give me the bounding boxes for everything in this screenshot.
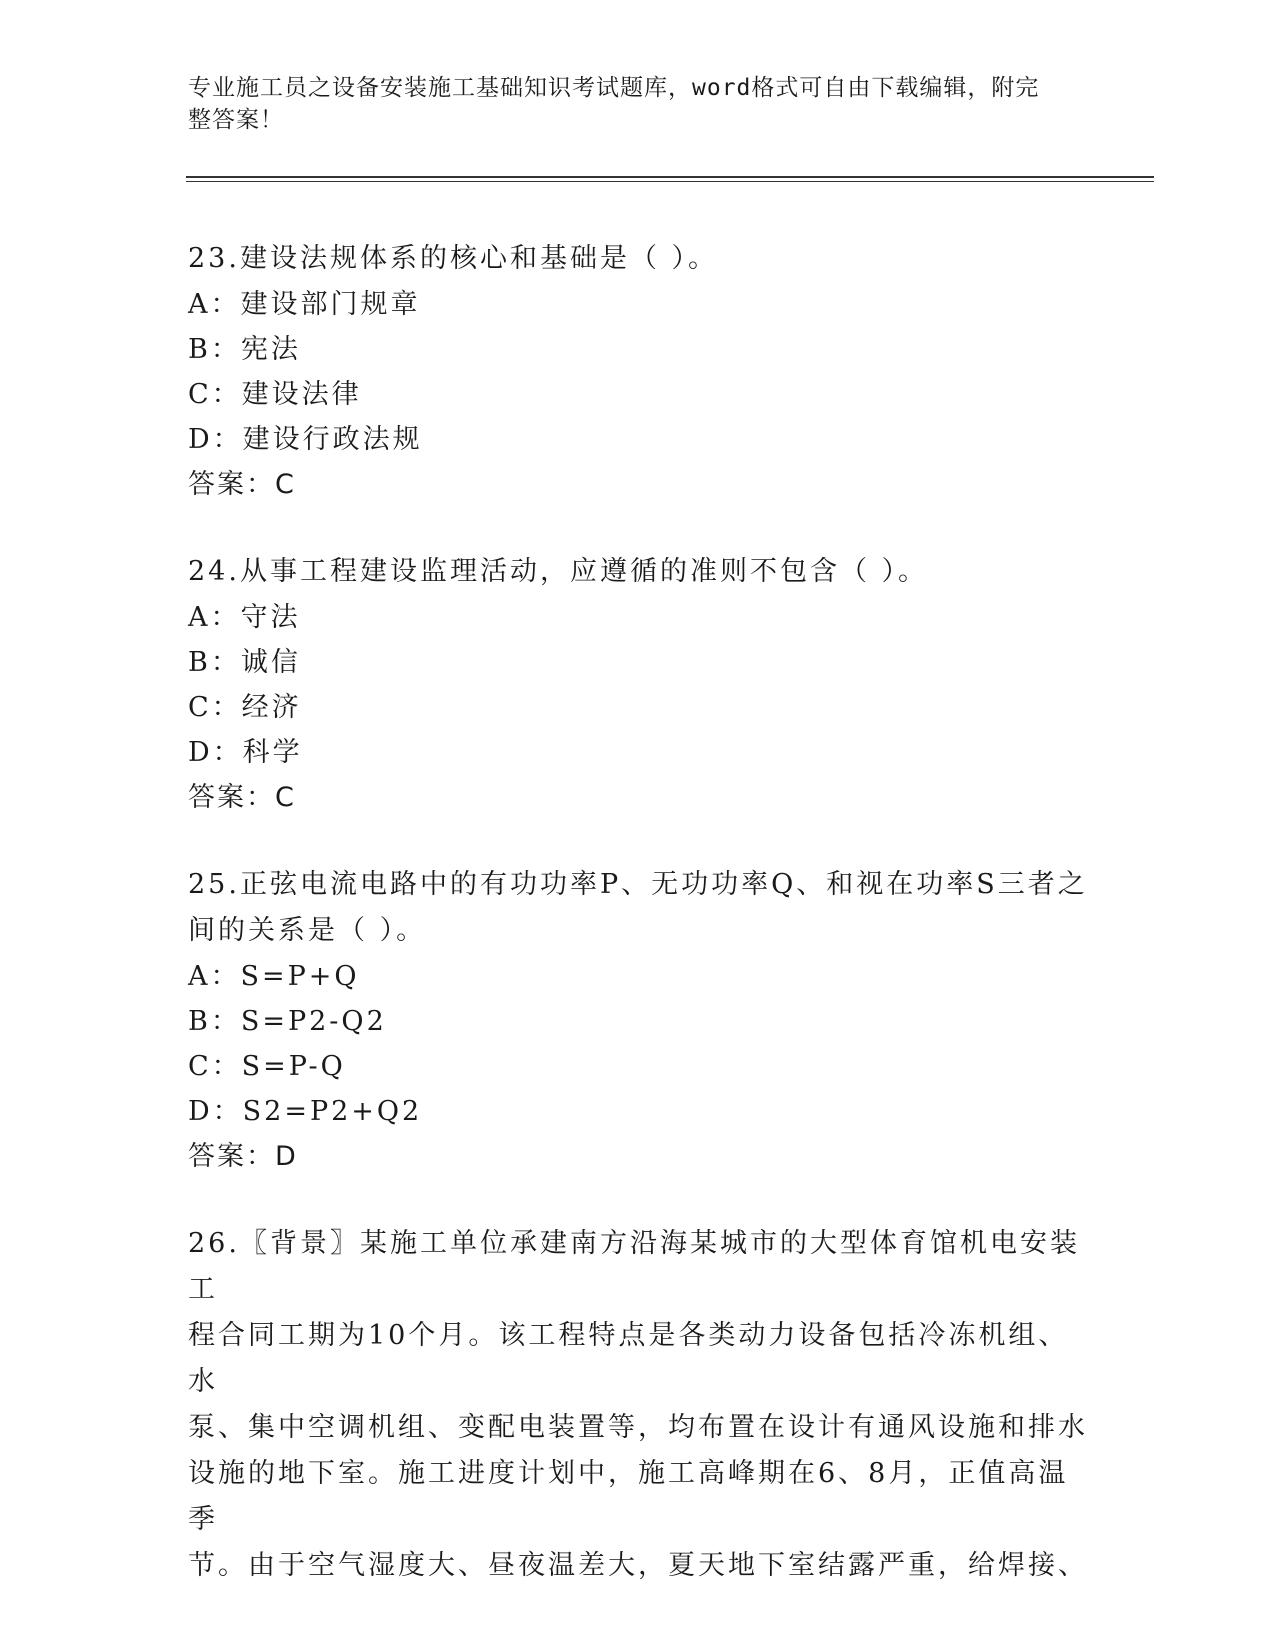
answer: 答案：D — [188, 1141, 298, 1172]
option-c: C：S=P-Q — [188, 1051, 346, 1082]
question-text: 23.建设法规体系的核心和基础是（ ）。 — [188, 243, 719, 274]
option-d: D：建设行政法规 — [188, 424, 423, 455]
question-text: 设施的地下室。施工进度计划中，施工高峰期在6、8月，正值高温季 — [188, 1458, 1069, 1535]
answer: 答案：C — [188, 782, 296, 813]
option-a: A：S=P+Q — [188, 961, 360, 992]
question-text: 24.从事工程建设监理活动，应遵循的准则不包含（ ）。 — [188, 556, 929, 587]
question-list — [188, 236, 1088, 1631]
question-24 — [188, 549, 1088, 820]
header-divider-thin — [186, 181, 1154, 182]
question-25 — [188, 862, 1088, 1179]
question-23 — [188, 236, 1088, 507]
question-text: 泵、集中空调机组、变配电装置等，均布置在设计有通风设施和排水 — [188, 1412, 1088, 1443]
question-text: 程合同工期为10个月。该工程特点是各类动力设备包括冷冻机组、水 — [188, 1320, 1069, 1397]
option-b: B：诚信 — [188, 647, 301, 678]
option-c: C：建设法律 — [188, 379, 362, 410]
question-text: 节。由于空气湿度大、昼夜温差大，夏天地下室结露严重，给焊接、 — [188, 1550, 1088, 1581]
option-a: A：建设部门规章 — [188, 289, 421, 320]
header-divider-thick — [186, 176, 1154, 178]
question-26 — [188, 1221, 1088, 1589]
header-line-2: 整答案！ — [188, 107, 284, 133]
answer: 答案：C — [188, 469, 296, 500]
option-c: C：经济 — [188, 692, 302, 723]
option-b: B：宪法 — [188, 334, 301, 365]
document-header — [188, 72, 1068, 136]
question-text: 26.〖背景〗某施工单位承建南方沿海某城市的大型体育馆机电安装工 — [188, 1228, 1080, 1305]
option-d: D：科学 — [188, 737, 303, 768]
option-b: B：S=P2-Q2 — [188, 1006, 387, 1037]
option-a: A：守法 — [188, 602, 301, 633]
option-d: D：S2=P2+Q2 — [188, 1096, 423, 1127]
question-text: 间的关系是（ ）。 — [188, 915, 427, 946]
header-line-1: 专业施工员之设备安装施工基础知识考试题库，word格式可自由下载编辑，附完 — [188, 75, 1040, 101]
question-text: 25.正弦电流电路中的有功功率P、无功功率Q、和视在功率S三者之 — [188, 869, 1088, 900]
